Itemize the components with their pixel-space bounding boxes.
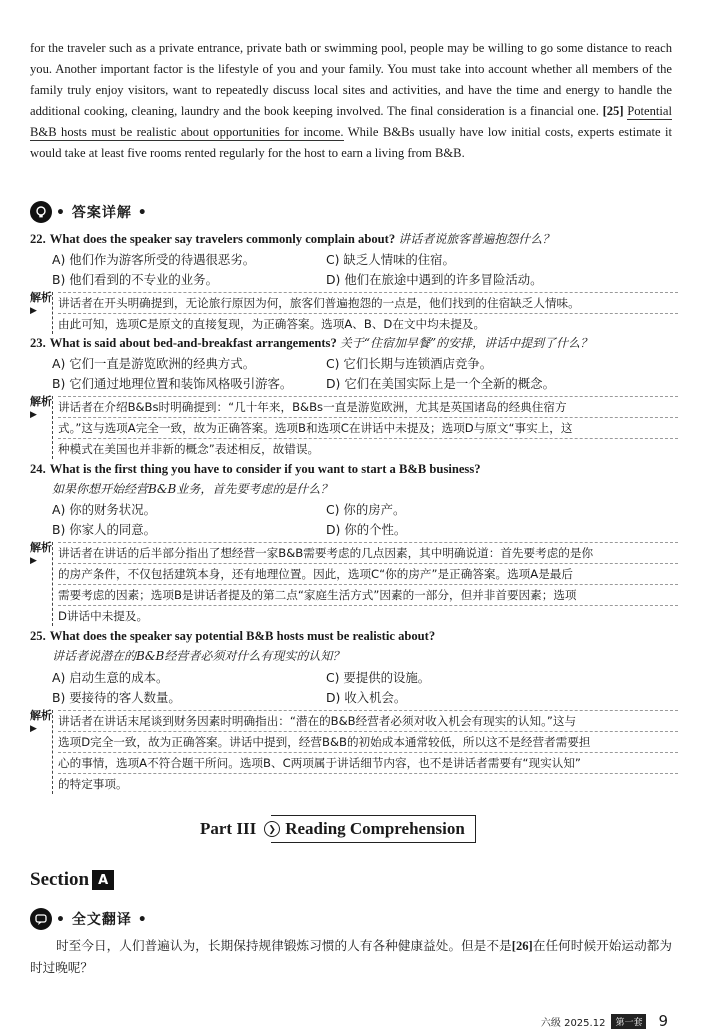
option-c: C) 你的房产。 [326,502,406,517]
part-title: Reading Comprehension [271,815,476,843]
question-22: 22. What does the speaker say travelers commonly complain about? 讲话者说旅客普遍抱怨什么？ [30,232,555,246]
question-24-zh: 如果你想开始经营B&B业务，首先要考虑的是什么？ [52,482,333,496]
page-footer [541,1012,668,1030]
option-a: A) 启动生意的成本。 [52,670,169,685]
question-25: 25. What does the speaker say potential B&B hosts must be realistic about? [30,629,436,643]
option-a: A) 你的财务状况。 [52,502,156,517]
answers-heading [30,201,148,223]
option-c: C) 缺乏人情味的住宿。 [326,252,455,267]
question-25-zh: 讲话者说潜在的B&B经营者必须对什么有现实的认知？ [52,649,345,663]
option-a: A) 他们作为游客所受的待遇很恶劣。 [52,252,256,267]
analysis-tag: 解析▶ [30,709,52,734]
footer-label: 六级 2025.12 [540,1017,606,1029]
question-24: 24. What is the first thing you have to consider if you want to start a B&B business? [30,462,481,476]
question-marker: [25] [602,104,624,118]
translation-heading [30,908,148,930]
underlined-sentence: Potential B&B hosts must be realistic about opportunities for income. [30,104,672,139]
option-a: A) 它们一直是游览欧洲的经典方式。 [52,356,256,371]
analysis-tag: 解析▶ [30,541,52,566]
option-c: C) 它们长期与连锁酒店竞争。 [326,356,493,371]
option-d: D) 收入机会。 [326,690,407,705]
option-b: B) 要接待的客人数量。 [52,690,181,705]
option-d: D) 你的个性。 [326,522,407,537]
analysis-tag: 解析▶ [30,395,52,420]
lightbulb-icon [30,201,52,223]
section-letter-badge: A [92,870,114,890]
option-d: D) 他们在旅途中遇到的许多冒险活动。 [326,272,543,287]
section-heading [30,869,114,891]
passage-text-end: While B&Bs usually have low initial costs, experts estimate it would take at least five rooms rented regularly for the host to earn a living from B&B. [30,125,672,160]
chevron-right-icon: ❯ [264,821,280,837]
speech-bubble-icon [30,908,52,930]
option-b: B) 你家人的同意。 [52,522,157,537]
page-number: 9 [658,1012,668,1030]
section-label: Section [30,869,90,890]
option-c: C) 要提供的设施。 [326,670,431,685]
part-label: Part III [200,819,257,838]
option-b: B) 他们看到的不专业的业务。 [52,272,218,287]
analysis-tag: 解析▶ [30,291,52,316]
translation-heading-title: • 全文翻译 • [56,912,148,928]
translation-paragraph: 时至今日，人们普遍认为，长期保持规律锻炼习惯的人有各种健康益处。但是不是[26]在任何时候开始运动都为时过晚呢？ [30,938,673,975]
passage-paragraph [30,38,672,164]
option-d: D) 它们在美国实际上是一个全新的概念。 [326,376,555,391]
question-23: 23. What is said about bed-and-breakfast arrangements? 关于“住宿加早餐”的安排，讲话中提到了什么？ [30,336,593,350]
page: for the traveler such as a private entrance, private bath or swimming pool, people may be willing to go some distance to reach you. Another important factor is the lifestyle of you and your family. You must take into account whether all members of the family truly enjoy visitors, want to repeatedly discuss local sites and activities, and have the time and energy to handle the additional cooking, cleaning, laundry and the book keeping involved. The final consideration is a financial one. [25] Potential B&B hosts must be realistic about opportunities for income. While B&Bs usually have low initial costs, experts estimate it would take at least five rooms rented regularly for the host to earn a living from B&B. • 答案详解 • 22. What does the speaker say travelers commonly complain about? 讲话者说旅客普遍抱怨什么？ A) 他们作为游客所受的待遇很恶劣。 C) 缺乏人情味的住宿。 B) 他们看到的不专业的业务。 D) 他们在旅途中遇到的许多冒险活动。 解析▶ 讲话者在开头明确提到，无论旅行原因为何，旅客们普遍抱怨的一点是，他们找到的住宿缺乏人情味。 由此可知，选项C是原文的直接复现，为正确答案。选项A、B、D在文中均未提及。 23. What is said about bed-and-breakfast arrangements? 关于“住宿加早餐”的安排，讲话中提到了什么？ A) 它们一直是游览欧洲的经典方式。 C) 它们长期与连锁酒店竞争。 B) 它们通过地理位置和装饰风格吸引游客。 D) 它们在美国实际上是一个全新的概念。 解析▶ 讲话者在介绍B&Bs时明确提到：“几十年来，B&Bs一直是游览欧洲，尤其是英国诸岛的经典住宿方 式。”这与选项A完全一致，故为正确答案。选项B和选项C在讲话中未提及；选项D与原文“事实上，这 种模式在美国也并非新的概念”表述相反，故错误。 24. What is the first thing you have to consider if you want to start a B&B business? 如果你想开始经营B&B业务，首先要考虑的是什么？ A) 你的财务状况。 C) 你的房产。 B) 你家人的同意。 D) 你的个性。 解析▶ 讲话者在讲话的后半部分指出了想经营一家B&B需要考虑的几点因素，其中明确说道：首先要考虑的是你 的房产条件，不仅包括建筑本身，还有地理位置。因此，选项C“你的房产”是正确答案。选项A是最后 需要考虑的因素；选项B是讲话者提及的第二点“家庭生活方式”因素的一部分，但并非首要因素；选项 D讲话中未提及。 25. What does the speaker say potential B&B hosts must be realistic about? 讲话者说潜在的B&B经营者必须对什么有现实的认知？ A) 启动生意的成本。 C) 要提供的设施。 B) 要接待的客人数量。 D) 收入机会。 解析▶ 讲话者在讲话末尾谈到财务因素时明确指出：“潜在的B&B经营者必须对收入机会有现实的认知。”这与 选项D完全一致，故为正确答案。讲话中提到，经营B&B的初始成本通常较低，所以这不是经营者需要担 心的事情，选项A不符合题干所问。选项B、C两项属于讲话细节内容，也不是讲话者需要有“现实认知” 的特定事项。 Part III ❯ Reading Comprehension Section A • 全文翻译 • 时至今日，人们普遍认为，长期保持规律锻炼习惯的人有各种健康益处。但是不是[26]在任何时候开始运动都为时过晚呢？ 六级 2025.12 第一套 9 [0,0,710,1026]
answers-heading-title: • 答案详解 • [56,205,148,221]
footer-badge: 第一套 [611,1014,646,1029]
passage-text: for the traveler such as a private entrance, private bath or swimming pool, people may be willing to go some distance to reach you. Another important factor is the lifestyle of you and your family. You must take into account whether all members of the family truly enjoy visitors, want to repeatedly discuss local sites and activities, and have the time and energy to handle the additional cooking, cleaning, laundry and the book keeping involved. The final consideration is a financial one. [30,41,672,118]
part-heading [200,815,476,843]
question-marker: [26] [511,939,533,953]
option-b: B) 它们通过地理位置和装饰风格吸引游客。 [52,376,293,391]
